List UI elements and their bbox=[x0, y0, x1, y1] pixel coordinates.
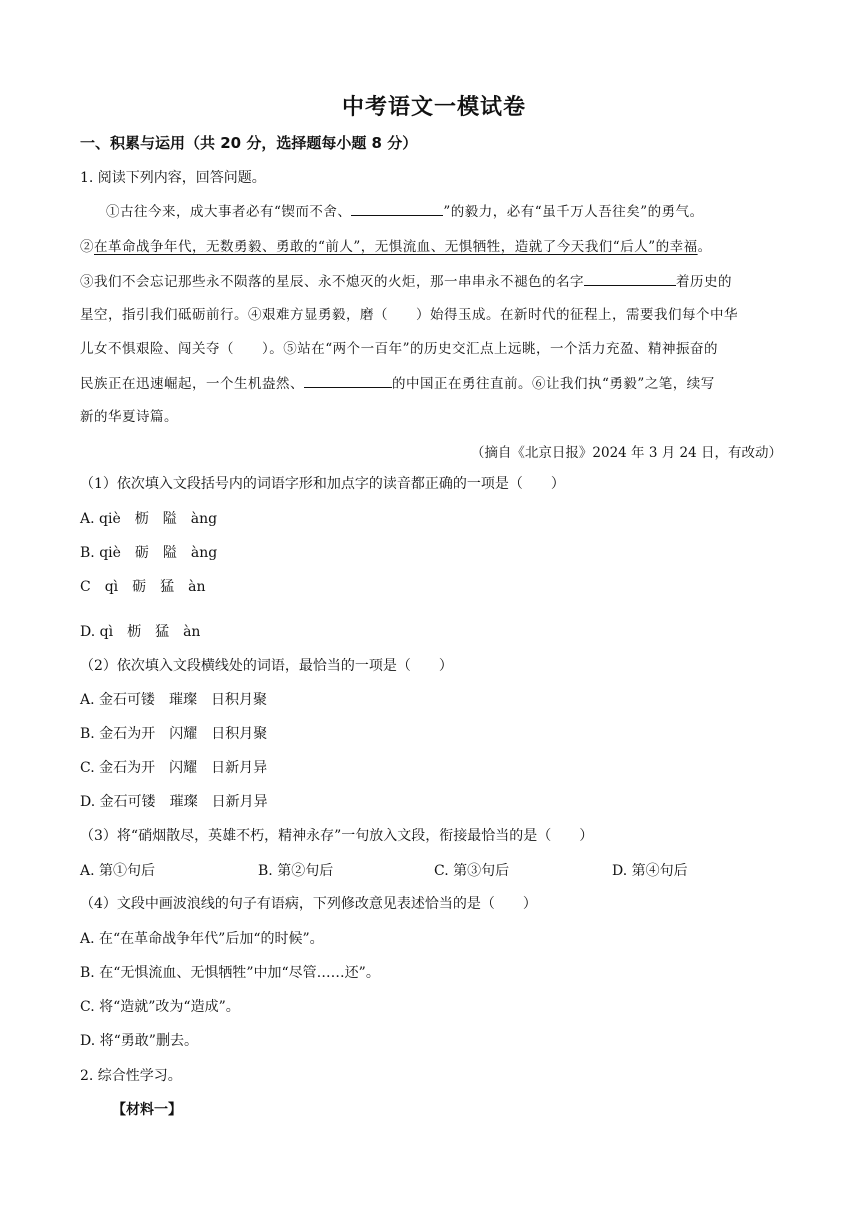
option-a[interactable]: A. qiè 枥 隘 àng bbox=[80, 511, 218, 527]
passage-line-1 bbox=[106, 201, 704, 222]
option-c[interactable]: C. 将“造就”改为“造成”。 bbox=[80, 999, 240, 1015]
passage-text: ①古往今来，成大事者必有“锲而不舍、 bbox=[106, 204, 352, 220]
option-b[interactable]: B. 第②句后 bbox=[258, 863, 334, 879]
passage-line-5: 儿女不惧艰险、闯关夺（ ）。⑤站在“两个一百年”的历史交汇点上远眺，一个活力充盈、精神振奋的 bbox=[80, 341, 719, 357]
option-b[interactable]: B. 在“无惧流血、无惧牺牲”中加“尽管……还”。 bbox=[80, 965, 380, 981]
option-d[interactable]: D. 将“勇敢”删去。 bbox=[80, 1033, 198, 1049]
question-1-stem: 1. 阅读下列内容，回答问题。 bbox=[80, 170, 266, 186]
sub-question-2-stem: （2）依次填入文段横线处的词语，最恰当的一项是（ ） bbox=[80, 658, 453, 674]
passage-text: ③我们不会忘记那些永不陨落的星辰、永不熄灭的火炬，那一串串永不褪色的名字 bbox=[80, 274, 584, 290]
fill-blank bbox=[351, 201, 443, 216]
page-title: 中考语文一模试卷 bbox=[341, 95, 526, 120]
sub-question-4-stem: （4）文段中画波浪线的句子有语病，下列修改意见表述恰当的是（ ） bbox=[80, 896, 537, 912]
passage-line-7: 新的华夏诗篇。 bbox=[80, 409, 178, 425]
option-d[interactable]: D. 第④句后 bbox=[612, 863, 688, 879]
section-heading: 一、积累与运用（共 20 分，选择题每小题 8 分） bbox=[80, 134, 418, 152]
option-d[interactable]: D. 金石可镂 璀璨 日新月异 bbox=[80, 794, 268, 810]
passage-text: ② bbox=[80, 239, 94, 255]
question-2-stem: 2. 综合性学习。 bbox=[80, 1068, 182, 1084]
material-label: 【材料一】 bbox=[112, 1102, 182, 1118]
option-b[interactable]: B. 金石为开 闪耀 日积月聚 bbox=[80, 726, 268, 742]
passage-text: 着历史的 bbox=[676, 274, 732, 290]
option-a[interactable]: A. 在“在革命战争年代”后加“的时候”。 bbox=[80, 931, 324, 947]
option-c[interactable]: C qì 砺 猛 àn bbox=[80, 579, 206, 595]
passage-line-4: 星空，指引我们砥砺前行。④艰难方显勇毅，磨（ ）始得玉成。在新时代的征程上，需要我们每个中华 bbox=[80, 307, 738, 323]
sub-question-1-stem: （1）依次填入文段括号内的词语字形和加点字的读音都正确的一项是（ ） bbox=[80, 476, 565, 492]
option-a[interactable]: A. 第①句后 bbox=[80, 863, 156, 879]
passage-line-6 bbox=[80, 373, 715, 394]
passage-line-3 bbox=[80, 271, 732, 292]
wavy-underlined-sentence: 在革命战争年代，无数勇毅、勇敢的“前人”，无惧流血、无惧牺牲，造就了今天我们“后人”的幸福 bbox=[94, 239, 698, 255]
option-a[interactable]: A. 金石可镂 璀璨 日积月聚 bbox=[80, 692, 268, 708]
option-d[interactable]: D. qì 枥 猛 àn bbox=[80, 624, 201, 640]
passage-line-2 bbox=[80, 237, 712, 257]
passage-text: 民族正在迅速崛起，一个生机盎然、 bbox=[80, 376, 304, 392]
option-b[interactable]: B. qiè 砺 隘 àng bbox=[80, 545, 218, 561]
sub-question-3-stem: （3）将“硝烟散尽，英雄不朽，精神永存”一句放入文段，衔接最恰当的是（ ） bbox=[80, 828, 594, 844]
source-credit: （摘自《北京日报》2024 年 3 月 24 日，有改动） bbox=[470, 445, 782, 461]
option-c[interactable]: C. 金石为开 闪耀 日新月异 bbox=[80, 760, 268, 776]
passage-text: 。 bbox=[697, 239, 712, 255]
fill-blank bbox=[304, 373, 392, 388]
passage-text: 的中国正在勇往直前。⑥让我们执“勇毅”之笔，续写 bbox=[392, 376, 715, 392]
option-c[interactable]: C. 第③句后 bbox=[434, 863, 510, 879]
fill-blank bbox=[584, 271, 676, 286]
passage-text: ”的毅力，必有“虽千万人吾往矣”的勇气。 bbox=[443, 204, 704, 220]
